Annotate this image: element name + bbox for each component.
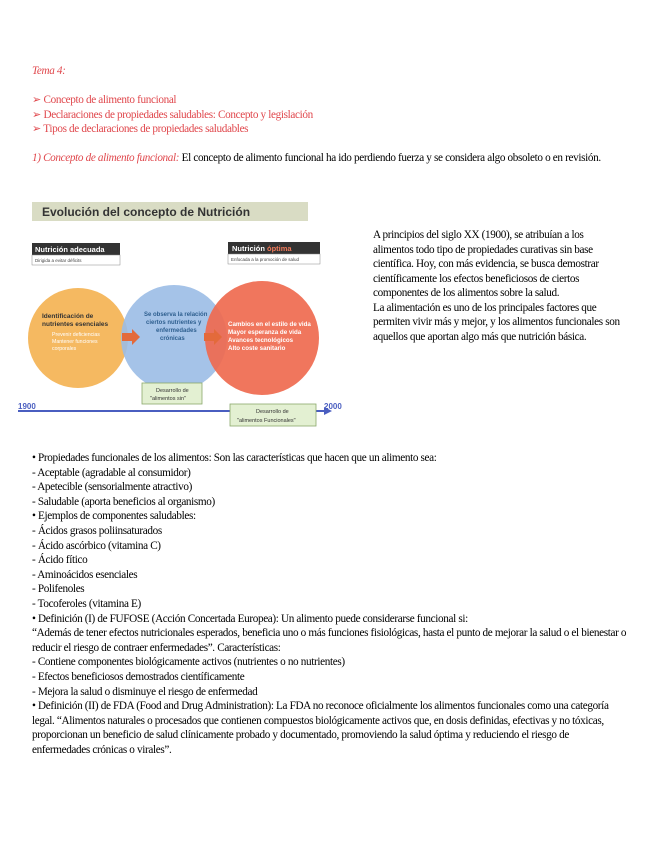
body-line: • Propiedades funcionales de los alimentos: Son las características que hacen que un alimento sea: <box>32 452 437 464</box>
left-label: Nutrición adecuada <box>35 245 105 254</box>
mid-circle-line-1: Se observa la relación <box>144 312 208 318</box>
mid-circle-line-2: ciertos nutrientes y <box>146 320 202 326</box>
body-line: - Ácido fítico <box>32 554 88 567</box>
intro-text: El concepto de alimento funcional ha ido perdiendo fuerza y se considera algo obsoleto o en revisión. <box>179 152 601 164</box>
right-paragraph-1: A principios del siglo XX (1900), se atribuían a los alimentos todo tipo de propiedades curativas sin base científica. Hoy, con más evidencia, se busca demostrar científicamente los efectos beneficiosos de ciertos componentes de los alimentos sobre la salud. <box>373 229 599 299</box>
year-start: 1900 <box>18 402 36 411</box>
topic-bullet-2: ➢ Declaraciones de propiedades saludables: Concepto y legislación <box>32 109 313 121</box>
nutrition-evolution-figure <box>18 198 356 434</box>
right-circle-line-1: Cambios en el estilo de vida <box>228 321 311 328</box>
mid-circle-line-4: crónicas <box>160 336 185 342</box>
left-circle-line-2: nutrientes esenciales <box>42 321 109 328</box>
orange-circle <box>28 288 128 388</box>
right-circle-line-4: Alto coste sanitario <box>228 345 286 352</box>
year-end: 2000 <box>324 402 342 411</box>
body-line: • Definición (I) de FUFOSE (Acción Concertada Europea): Un alimento puede considerarse funcional si: <box>32 612 468 625</box>
body-line: - Tocoferoles (vitamina E) <box>32 597 141 610</box>
box-right-line-1: Desarrollo de <box>256 409 289 415</box>
box-mid-line-2: "alimentos sin" <box>150 396 187 402</box>
body-line: - Aminoácidos esenciales <box>32 568 138 581</box>
body-line: - Ácido ascórbico (vitamina C) <box>32 539 161 552</box>
body-line: • Ejemplos de componentes saludables: <box>32 510 196 523</box>
box-mid-line-1: Desarrollo de <box>156 388 189 394</box>
left-circle-sub-3: corporales <box>52 346 77 352</box>
right-circle-line-3: Avances tecnológicos <box>228 337 294 344</box>
figure-title: Evolución del concepto de Nutrición <box>42 205 251 219</box>
intro-paragraph <box>32 151 622 166</box>
body-line: - Efectos beneficiosos demostrados científicamente <box>32 670 245 683</box>
body-line: - Apetecible (sensorialmente atractivo) <box>32 481 192 494</box>
left-circle-sub-1: Prevenir deficiencias <box>52 332 100 338</box>
body-line: - Polifenoles <box>32 583 85 596</box>
intro-heading: 1) Concepto de alimento funcional: <box>32 152 180 164</box>
box-right-line-2: "alimentos Funcionales" <box>237 418 296 424</box>
right-paragraph-2: La alimentación es uno de los principales factores que permiten vivir más y mejor, y los alimentos funcionales son aquellos que aportan algo más que nutrición básica. <box>373 301 620 343</box>
body-line: - Contiene componentes biológicamente activos (nutrientes o no nutrientes) <box>32 656 345 669</box>
left-circle-sub-2: Mantener funciones <box>52 339 98 345</box>
right-label: Nutrición óptima <box>232 244 292 253</box>
body-line: “Además de tener efectos nutricionales esperados, beneficia uno o más funciones fisiológicas, hasta el punto de mejorar la salud o el bienestar o reducir el riesgo de contraer enfermedades”. Características: <box>32 627 627 654</box>
body-line: • Definición (II) de FDA (Food and Drug Administration): La FDA no reconoce oficialmente los alimentos funcionales como una categoría legal. “Alimentos naturales o procesados que contienen compuestos biológicamente activos que, en dosis definidas, efectivas y no tóxicas, proporcionan un beneficio de salud clínicamente probado y documentado, promoviendo la salud óptima y reduciendo el riesgo de enfermedades crónicas o virales”. <box>32 700 609 756</box>
body-line: - Aceptable (agradable al consumidor) <box>32 466 191 479</box>
right-sub: Enfocada a la promoción de salud <box>231 257 300 262</box>
left-sub: Dirigida a evitar déficits <box>35 258 82 263</box>
topic-bullet-3: ➢ Tipos de declaraciones de propiedades saludables <box>32 123 249 135</box>
right-circle-line-2: Mayor esperanza de vida <box>228 329 302 336</box>
left-circle-line-1: Identificación de <box>42 313 94 320</box>
body-line: - Mejora la salud o disminuye el riesgo de enfermedad <box>32 685 258 698</box>
body-line: - Saludable (aporta beneficios al organismo) <box>32 495 215 508</box>
topic-title: Tema 4: <box>32 65 66 77</box>
body-text <box>32 451 627 757</box>
right-column-text <box>373 228 623 344</box>
mid-circle-line-3: enfermedades <box>156 328 197 334</box>
body-line: - Ácidos grasos poliinsaturados <box>32 524 162 537</box>
topic-bullet-1: ➢ Concepto de alimento funcional <box>32 94 177 106</box>
